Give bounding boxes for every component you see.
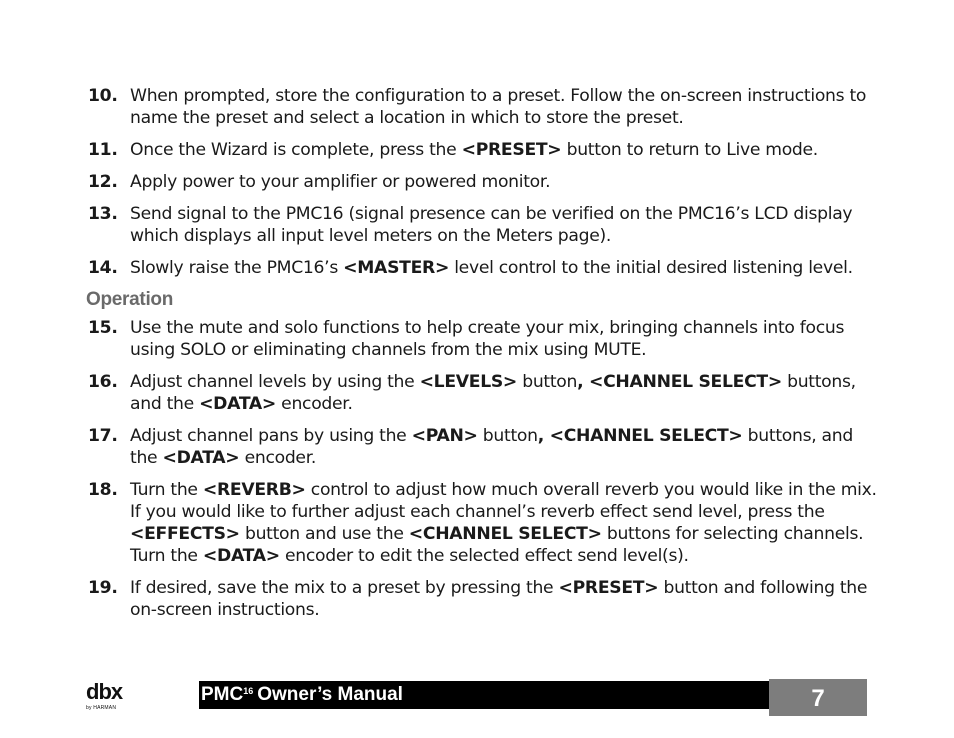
section-heading: Operation [86,289,174,310]
manual-title-prefix: PMC [201,684,244,705]
list-item [88,257,878,279]
control-name: <DATA> [162,448,240,468]
step-text: Turn the [130,480,203,500]
step-number: 15. [88,318,118,338]
control-name: <CHANNEL SELECT> [408,524,602,544]
step-number: 16. [88,372,118,392]
control-name: , <CHANNEL SELECT> [537,426,743,446]
control-name: <LEVELS> [419,372,518,392]
logo-wordmark: dbx [86,679,123,704]
dbx-logo [86,681,132,713]
list-item [88,577,878,621]
step-text: button to return to Live mode. [561,140,818,160]
logo-subtitle: by HARMAN [86,705,117,711]
step-text: Adjust channel pans by using the [130,426,412,446]
control-name: <PAN> [411,426,478,446]
step-text: buttons, and the [130,372,856,414]
control-name: , <CHANNEL SELECT> [577,372,782,392]
step-text: Once the Wizard is complete, press the [130,140,462,160]
step-number: 12. [88,172,118,192]
step-text: buttons for selecting channels. Turn the [130,524,864,566]
manual-title-sup: 16 [243,686,254,696]
document-body [88,85,878,631]
step-number: 17. [88,426,118,446]
step-text: Send signal to the PMC16 (signal presence can be verified on the PMC16’s LCD display which displays all input level meters on the Meters page). [130,204,853,246]
manual-title-suffix: Owner’s Manual [257,684,403,705]
list-item [88,425,878,469]
step-number: 10. [88,86,118,106]
page-number: 7 [769,679,867,716]
instruction-list-operation [88,317,878,621]
list-item [88,139,878,161]
step-text: buttons, and the [130,426,853,468]
list-item [88,203,878,247]
step-number: 11. [88,140,118,160]
list-item [88,317,878,361]
step-text: button [477,426,538,446]
list-item [88,171,878,193]
step-text: control to adjust how much overall reverb you would like in the mix. If you would like to further adjust each channel’s reverb effect send level, press the [130,480,877,522]
step-text: Adjust channel levels by using the [130,372,420,392]
step-text: encoder. [239,448,317,468]
step-text: encoder. [276,394,353,414]
manual-title-bar [199,681,769,709]
step-text: button and following the on-screen instructions. [130,578,868,620]
step-text: level control to the initial desired listening level. [449,258,853,278]
step-text: If desired, save the mix to a preset by pressing the [130,578,559,598]
control-name: <PRESET> [461,140,562,160]
step-text: encoder to edit the selected effect send level(s). [279,546,689,566]
control-name: <DATA> [199,394,277,414]
step-text: button and use the [239,524,409,544]
list-item [88,371,878,415]
control-name: <REVERB> [202,480,306,500]
control-name: <MASTER> [343,258,450,278]
instruction-list [88,85,878,279]
step-text: button [517,372,578,392]
step-text: When prompted, store the configuration to a preset. Follow the on-screen instructions to name the preset and select a location in which to store the preset. [130,86,867,128]
step-text: Use the mute and solo functions to help create your mix, bringing channels into focus using SOLO or eliminating channels from the mix using MUTE. [130,318,845,360]
list-item [88,479,878,567]
control-name: <PRESET> [558,578,659,598]
list-item [88,85,878,129]
step-number: 18. [88,480,118,500]
page-footer [0,679,954,719]
control-name: <DATA> [202,546,280,566]
step-text: Apply power to your amplifier or powered monitor. [130,172,551,192]
step-text: Slowly raise the PMC16’s [130,258,344,278]
step-number: 13. [88,204,118,224]
step-number: 19. [88,578,118,598]
step-number: 14. [88,258,118,278]
control-name: <EFFECTS> [130,524,240,544]
